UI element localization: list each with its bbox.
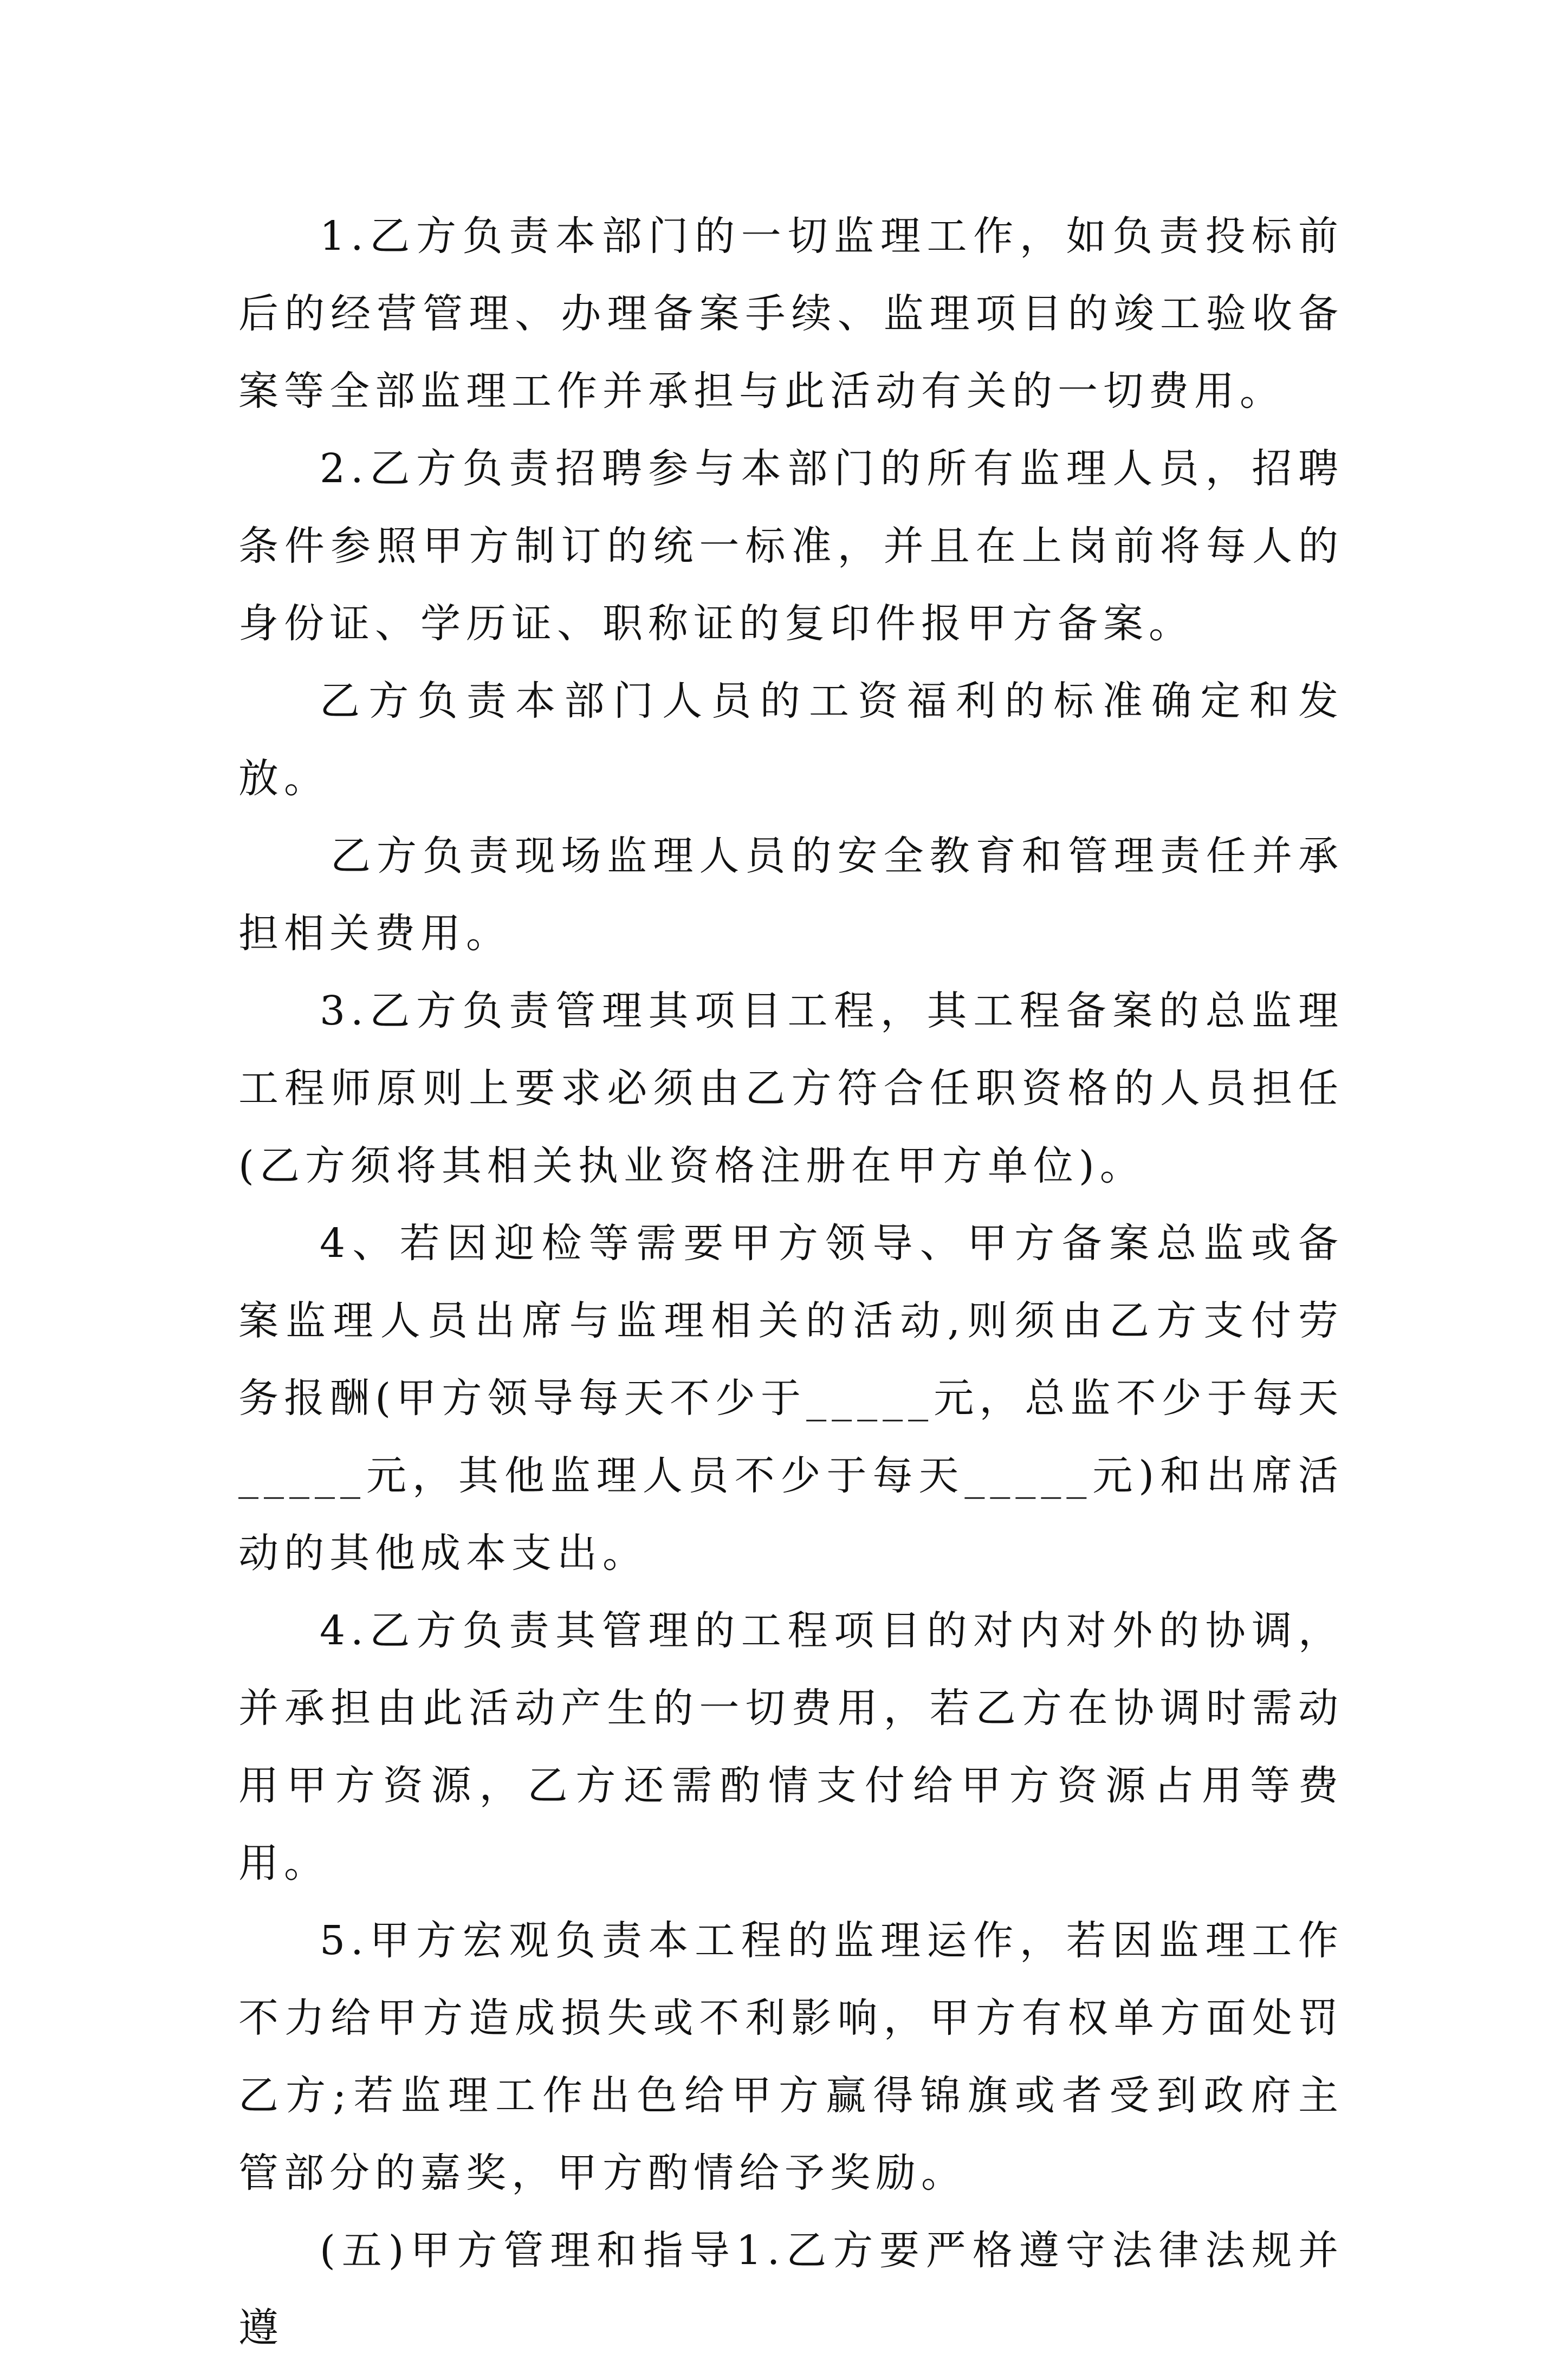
paragraph-recruitment: 2.乙方负责招聘参与本部门的所有监理人员，招聘条件参照甲方制订的统一标准，并且在上岗前将每人的身份证、学历证、职称证的复印件报甲方备案。 — [238, 445, 1344, 647]
paragraph-inspection-fees: 4、若因迎检等需要甲方领导、甲方备案总监或备案监理人员出席与监理相关的活动,则须由乙方支付劳务报酬(甲方领导每天不少于_____元，总监不少于每天_____元，其他监理人员不少于每天_____元)和出席活动的其他成本支出。 — [238, 1220, 1344, 1577]
paragraph-salary: 乙方负责本部门人员的工资福利的标准确定和发放。 — [238, 678, 1344, 802]
paragraph-project-management: 3.乙方负责管理其项目工程，其工程备案的总监理工程师原则上要求必须由乙方符合任职资格的人员担任(乙方须将其相关执业资格注册在甲方单位)。 — [238, 988, 1344, 1189]
paragraph-safety: 乙方负责现场监理人员的安全教育和管理责任并承担相关费用。 — [238, 833, 1344, 957]
document-body — [238, 198, 1344, 2367]
paragraph-coordination: 4.乙方负责其管理的工程项目的对内对外的协调，并承担由此活动产生的一切费用，若乙方在协调时需动用甲方资源，乙方还需酌情支付给甲方资源占用等费用。 — [238, 1607, 1344, 1886]
paragraph-rewards-penalties: 5.甲方宏观负责本工程的监理运作，若因监理工作不力给甲方造成损失或不利影响，甲方有权单方面处罚乙方;若监理工作出色给甲方赢得锦旗或者受到政府主管部分的嘉奖，甲方酌情给予奖励。 — [238, 1917, 1344, 2196]
paragraph-management-guidance: (五)甲方管理和指导1.乙方要严格遵守法律法规并遵 — [238, 2227, 1344, 2351]
paragraph-supervision-work: 1.乙方负责本部门的一切监理工作，如负责投标前后的经营管理、办理备案手续、监理项目的竣工验收备案等全部监理工作并承担与此活动有关的一切费用。 — [238, 213, 1344, 414]
